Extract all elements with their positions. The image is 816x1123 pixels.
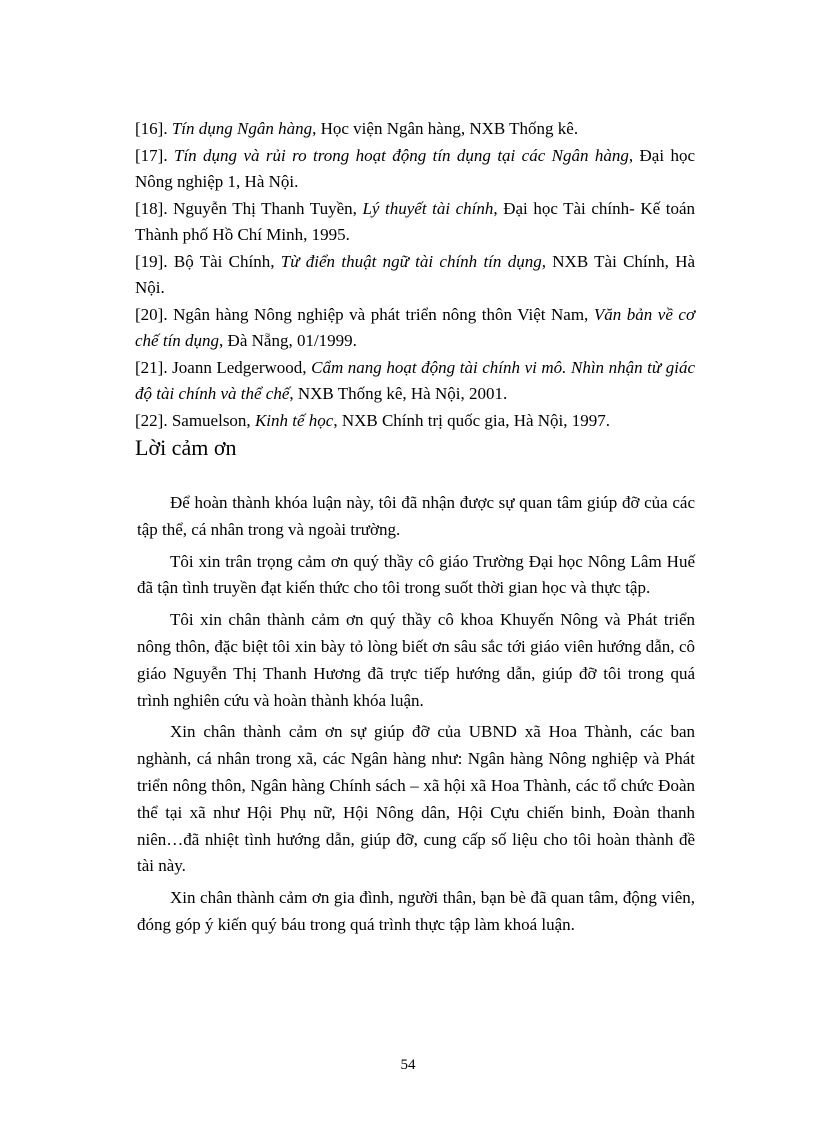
acknowledgement-paragraph: Tôi xin trân trọng cảm ơn quý thầy cô giáo Trường Đại học Nông Lâm Huế đã tận tình truyền đạt kiến thức cho tôi trong suốt thời gian học và thực tập. (137, 551, 695, 598)
acknowledgement-body (137, 490, 695, 944)
acknowledgement-heading: Lời cảm ơn (135, 435, 237, 460)
reference-number: [17]. (135, 145, 168, 165)
reference-title: Cẩm nang hoạt động tài chính vi mô. Nhìn nhận từ giác độ tài chính và thể chế (135, 357, 696, 403)
reference-item (135, 408, 695, 435)
reference-details: , Đại học Tài chính- Kế toán Thành phố Hồ Chí Minh, 1995. (135, 198, 695, 244)
reference-details: , NXB Chính trị quốc gia, Hà Nội, 1997. (333, 410, 611, 430)
acknowledgement-paragraph: Xin chân thành cảm ơn sự giúp đỡ của UBND xã Hoa Thành, các ban nghành, cá nhân trong xã, các Ngân hàng như: Ngân hàng Nông nghiệp và Phát triển nông thôn, Ngân hàng Chính sách – xã hội xã Hoa Thành, các tổ chức Đoàn thể tại xã như Hội Phụ nữ, Hội Nông dân, Hội Cựu chiến binh, Đoàn thanh niên…đã nhiệt tình hướng dẫn, giúp đỡ, cung cấp số liệu cho tôi hoàn thành đề tài này. (137, 722, 695, 876)
reference-item (135, 302, 695, 355)
reference-item (135, 196, 695, 249)
reference-title: Lý thuyết tài chính (362, 198, 494, 218)
reference-number: [16]. (135, 119, 168, 138)
reference-details: , Đà Nẵng, 01/1999. (219, 331, 357, 350)
acknowledgement-paragraph: Xin chân thành cảm ơn gia đình, người thân, bạn bè đã quan tâm, động viên, đóng góp ý kiến quý báu trong quá trình thực tập làm khoá luận. (137, 888, 695, 934)
reference-author: Nguyễn Thị Thanh Tuyền, (173, 198, 363, 218)
reference-number: [21]. (135, 357, 168, 377)
reference-number: [19]. (135, 251, 168, 271)
reference-list (135, 116, 695, 434)
reference-title: Từ điển thuật ngữ tài chính tín dụng (280, 251, 542, 271)
reference-details: , NXB Thống kê, Hà Nội, 2001. (289, 384, 508, 403)
reference-title: Tín dụng và rủi ro trong hoạt động tín dụng tại các Ngân hàng (173, 145, 629, 165)
reference-author: Joann Ledgerwood, (172, 357, 312, 377)
page-number: 54 (400, 1057, 416, 1073)
reference-number: [22]. (135, 410, 168, 430)
acknowledgement-paragraph: Để hoàn thành khóa luận này, tôi đã nhận được sự quan tâm giúp đỡ của các tập thể, cá nhân trong và ngoài trường. (137, 493, 695, 539)
reference-item (135, 116, 695, 143)
reference-number: [18]. (135, 198, 168, 218)
reference-title: Kinh tế học (254, 410, 334, 430)
reference-author: Ngân hàng Nông nghiệp và phát triển nông thôn Việt Nam, (173, 304, 594, 324)
reference-author: Bộ Tài Chính, (173, 251, 281, 271)
reference-author: Samuelson, (171, 410, 255, 430)
reference-item (135, 143, 695, 196)
reference-item (135, 355, 695, 408)
reference-title: Tín dụng Ngân hàng (171, 119, 313, 138)
reference-number: [20]. (135, 304, 168, 324)
reference-title: Văn bản về cơ chế tín dụng (135, 304, 696, 350)
reference-details: , Học viện Ngân hàng, NXB Thống kê. (312, 119, 579, 138)
acknowledgement-paragraph: Tôi xin chân thành cảm ơn quý thầy cô khoa Khuyến Nông và Phát triển nông thôn, đặc biệt tôi xin bày tỏ lòng biết ơn sâu sắc tới giáo viên hướng dẫn, cô giáo Nguyễn Thị Thanh Hương đã trực tiếp hướng dẫn, giúp đỡ tôi trong quá trình nghiên cứu và hoàn thành khóa luận. (137, 610, 695, 710)
reference-details: , NXB Tài Chính, Hà Nội. (135, 251, 696, 297)
reference-item (135, 249, 695, 302)
reference-details: , Đại học Nông nghiệp 1, Hà Nội. (135, 145, 696, 191)
